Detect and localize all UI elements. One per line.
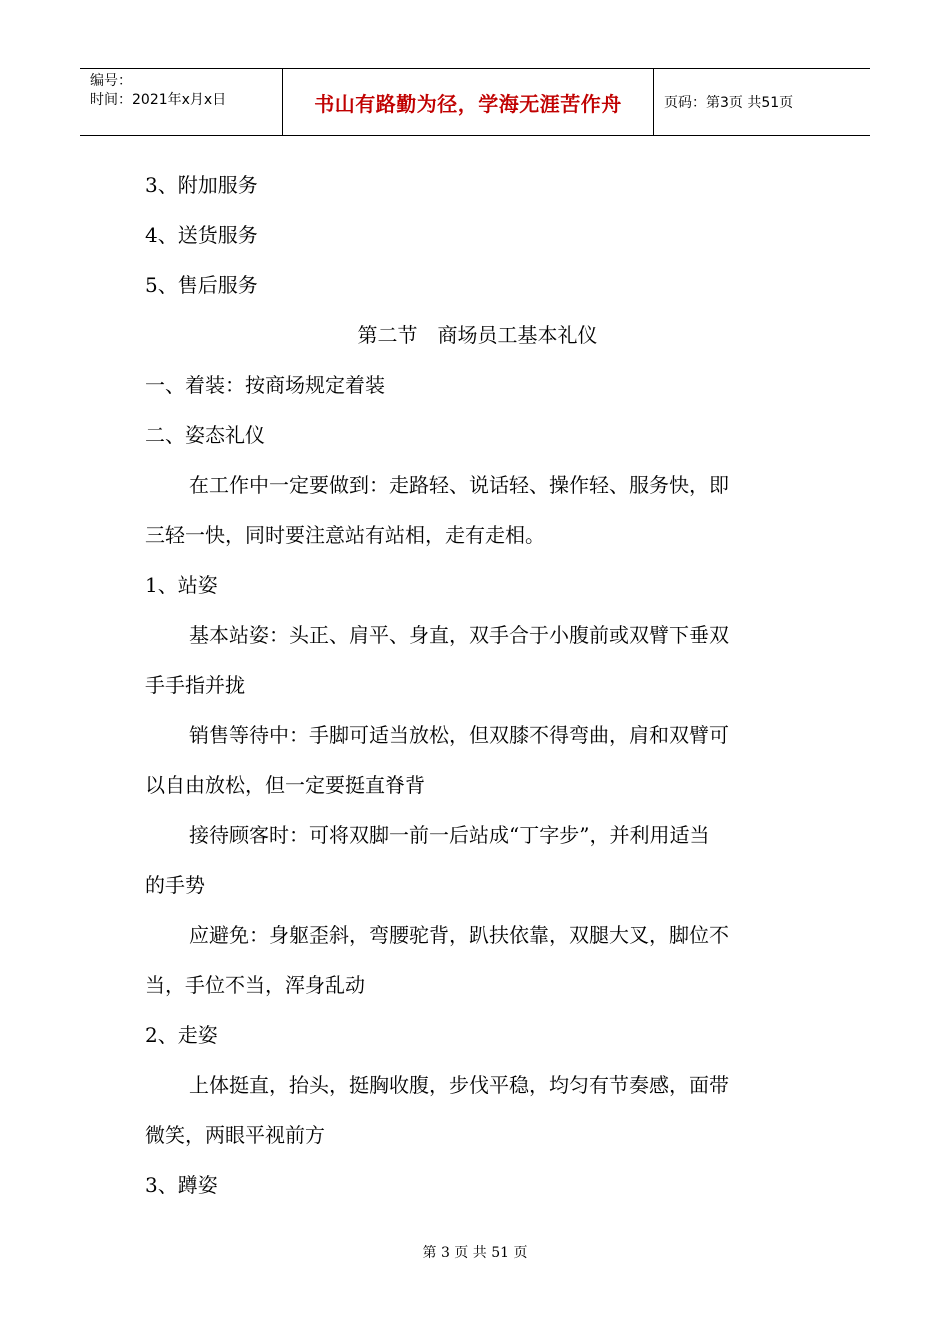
paragraph-line: 三轻一快，同时要注意站有站相，走有走相。: [145, 523, 545, 547]
heading-dress: 一、着装：按商场规定着装: [145, 373, 385, 397]
paragraph-line: 以自由放松，但一定要挺直脊背: [145, 773, 425, 797]
paragraph-line: 的手势: [145, 873, 205, 897]
paragraph-line: 在工作中一定要做到：走路轻、说话轻、操作轻、服务快，即: [189, 473, 729, 497]
subheading-standing: 1、站姿: [145, 573, 218, 597]
heading-posture-etiquette: 二、姿态礼仪: [145, 423, 265, 447]
section-heading: 第二节 商场员工基本礼仪: [357, 323, 598, 347]
page-footer: 第 3 页 共 51 页: [422, 1245, 528, 1261]
paragraph-line: 微笑，两眼平视前方: [145, 1123, 325, 1147]
subheading-walking: 2、走姿: [145, 1023, 218, 1047]
paragraph-line: 当，手位不当，浑身乱动: [145, 973, 365, 997]
document-body: [145, 160, 810, 1210]
document-date: 时间：2021年x月x日: [90, 92, 227, 108]
list-item-delivery-service: 4、送货服务: [145, 223, 258, 247]
paragraph-line: 手手指并拢: [145, 673, 245, 697]
paragraph-line: 基本站姿：头正、肩平、身直，双手合于小腹前或双臂下垂双: [189, 623, 729, 647]
header-motto-cell: [282, 69, 654, 135]
header-page-info: 页码：第3页 共51页: [664, 95, 794, 111]
subheading-squatting: 3、蹲姿: [145, 1173, 218, 1197]
header-motto: 书山有路勤为径，学海无涯苦作舟: [314, 91, 622, 116]
paragraph-line: 销售等待中：手脚可适当放松，但双膝不得弯曲，肩和双臂可: [189, 723, 729, 747]
document-number-label: 编号：: [90, 73, 132, 89]
paragraph-line: 应避免：身躯歪斜，弯腰驼背，趴扶依靠，双腿大叉，脚位不: [189, 923, 729, 947]
header-meta: [80, 69, 282, 135]
document-header: [80, 68, 870, 136]
list-item-after-sales-service: 5、售后服务: [145, 273, 258, 297]
paragraph-line: 上体挺直，抬头，挺胸收腹，步伐平稳，均匀有节奏感，面带: [189, 1073, 729, 1097]
paragraph-line: 接待顾客时：可将双脚一前一后站成“丁字步”，并利用适当: [189, 823, 710, 847]
list-item-additional-service: 3、附加服务: [145, 173, 258, 197]
